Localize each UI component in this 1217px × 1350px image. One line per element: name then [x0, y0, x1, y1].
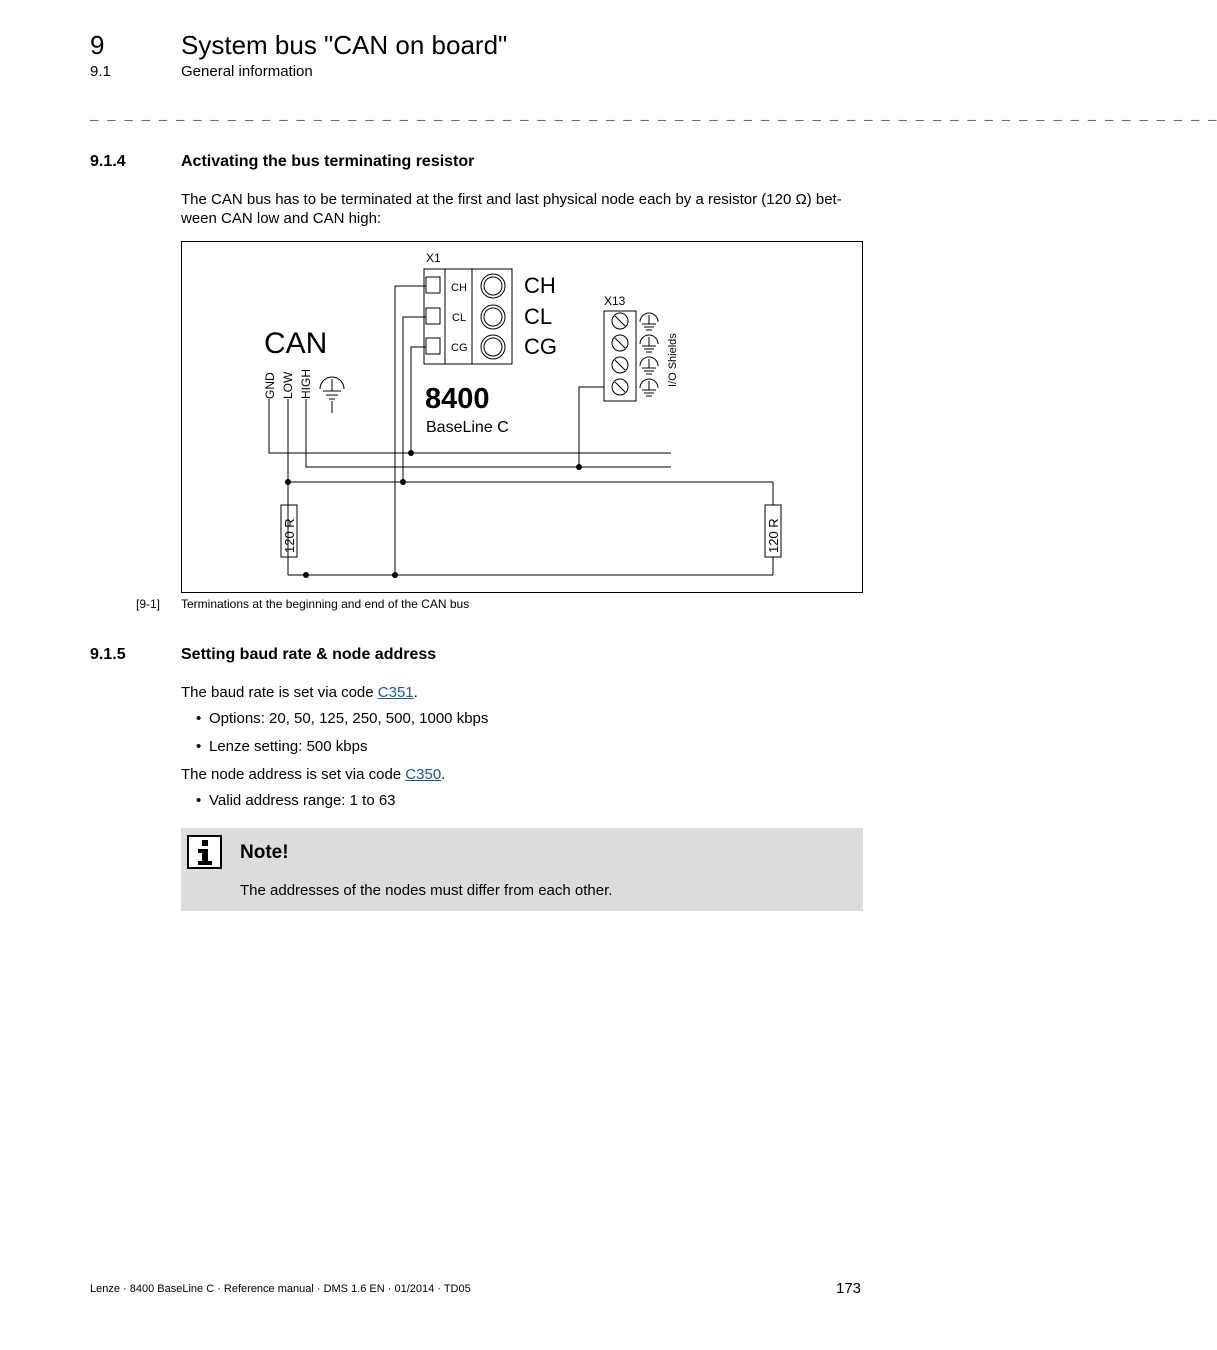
node-intro-text: The node address is set via code: [181, 766, 406, 783]
period: .: [441, 766, 446, 783]
subsection-title: Activating the bus terminating resistor: [181, 153, 475, 170]
high-label: HIGH: [299, 369, 313, 399]
x1-label: X1: [426, 251, 441, 265]
page-number: 173: [836, 1280, 862, 1297]
chapter-number: 9: [90, 30, 105, 60]
note-box: [181, 828, 863, 911]
c350-link[interactable]: C350: [405, 766, 442, 783]
bullet-marker: •: [196, 710, 202, 727]
subsection-number: 9.1.5: [90, 646, 126, 663]
can-wiring-diagram: [181, 241, 863, 593]
big-cl-label: CL: [524, 304, 553, 329]
big-ch-label: CH: [524, 273, 556, 298]
note-title: Note!: [240, 842, 289, 863]
intro-paragraph-line2: ween CAN low and CAN high:: [181, 210, 382, 227]
x13-label: X13: [604, 294, 626, 308]
section-number: 9.1: [90, 63, 111, 80]
note-text: The addresses of the nodes must differ from each other.: [240, 882, 613, 899]
subsection-number: 9.1.4: [90, 153, 126, 170]
low-label: LOW: [281, 371, 295, 399]
junction-dots: [285, 450, 582, 578]
section-title: General information: [181, 63, 313, 80]
footer-document-info: Lenze · 8400 BaseLine C · Reference manual · DMS 1.6 EN · 01/2014 · TD05: [90, 1283, 471, 1295]
can-label: CAN: [264, 327, 328, 360]
subsection-title: Setting baud rate & node address: [181, 646, 437, 663]
bullet-marker: •: [196, 738, 202, 755]
bullet-marker: •: [196, 792, 202, 809]
bullet-address-range: Valid address range: 1 to 63: [209, 792, 396, 809]
resistor-right-label: 120 R: [766, 518, 781, 553]
figure-caption-text: Terminations at the beginning and end of the CAN bus: [181, 597, 470, 611]
device-name: 8400: [425, 383, 490, 415]
baud-rate-paragraph: [181, 683, 865, 702]
baud-intro-text: The baud rate is set via code: [181, 684, 378, 701]
wiring-diagram-svg: [181, 241, 863, 593]
io-shields-label: I/O Shields: [667, 333, 679, 387]
device-variant: BaseLine C: [426, 419, 509, 436]
gnd-label: GND: [263, 372, 277, 399]
ground-symbols: [640, 313, 658, 396]
header-separator: _ _ _ _ _ _ _ _ _ _ _ _ _ _ _ _ _ _ _ _ _ _ _ _ _ _ _ _ _ _ _ _ _ _ _ _ _ _ _ _ _ _ _ _ _ _ _ _ _ _ _ _ _ _ _ _ _ _ _ _ _ _ _ _ _ _: [90, 108, 1217, 124]
info-icon: [187, 835, 222, 869]
node-address-paragraph: [181, 765, 865, 784]
period: .: [413, 684, 418, 701]
chapter-title: System bus "CAN on board": [181, 30, 508, 60]
terminal-ch-label: CH: [451, 282, 467, 294]
terminal-cg-label: CG: [451, 342, 468, 354]
c351-link[interactable]: C351: [377, 684, 414, 701]
figure-caption-number: [9-1]: [136, 597, 161, 611]
big-cg-label: CG: [524, 334, 557, 359]
can-ground-icon: [320, 377, 344, 399]
x1-terminal-block: [424, 269, 512, 364]
intro-paragraph-line1: The CAN bus has to be terminated at the first and last physical node each by a resistor (120 Ω) bet-: [181, 191, 842, 208]
terminal-cl-label: CL: [452, 312, 467, 324]
bullet-options: Options: 20, 50, 125, 250, 500, 1000 kbps: [209, 710, 489, 727]
bullet-lenze-setting: Lenze setting: 500 kbps: [209, 738, 368, 755]
resistor-left-label: 120 R: [282, 518, 297, 553]
